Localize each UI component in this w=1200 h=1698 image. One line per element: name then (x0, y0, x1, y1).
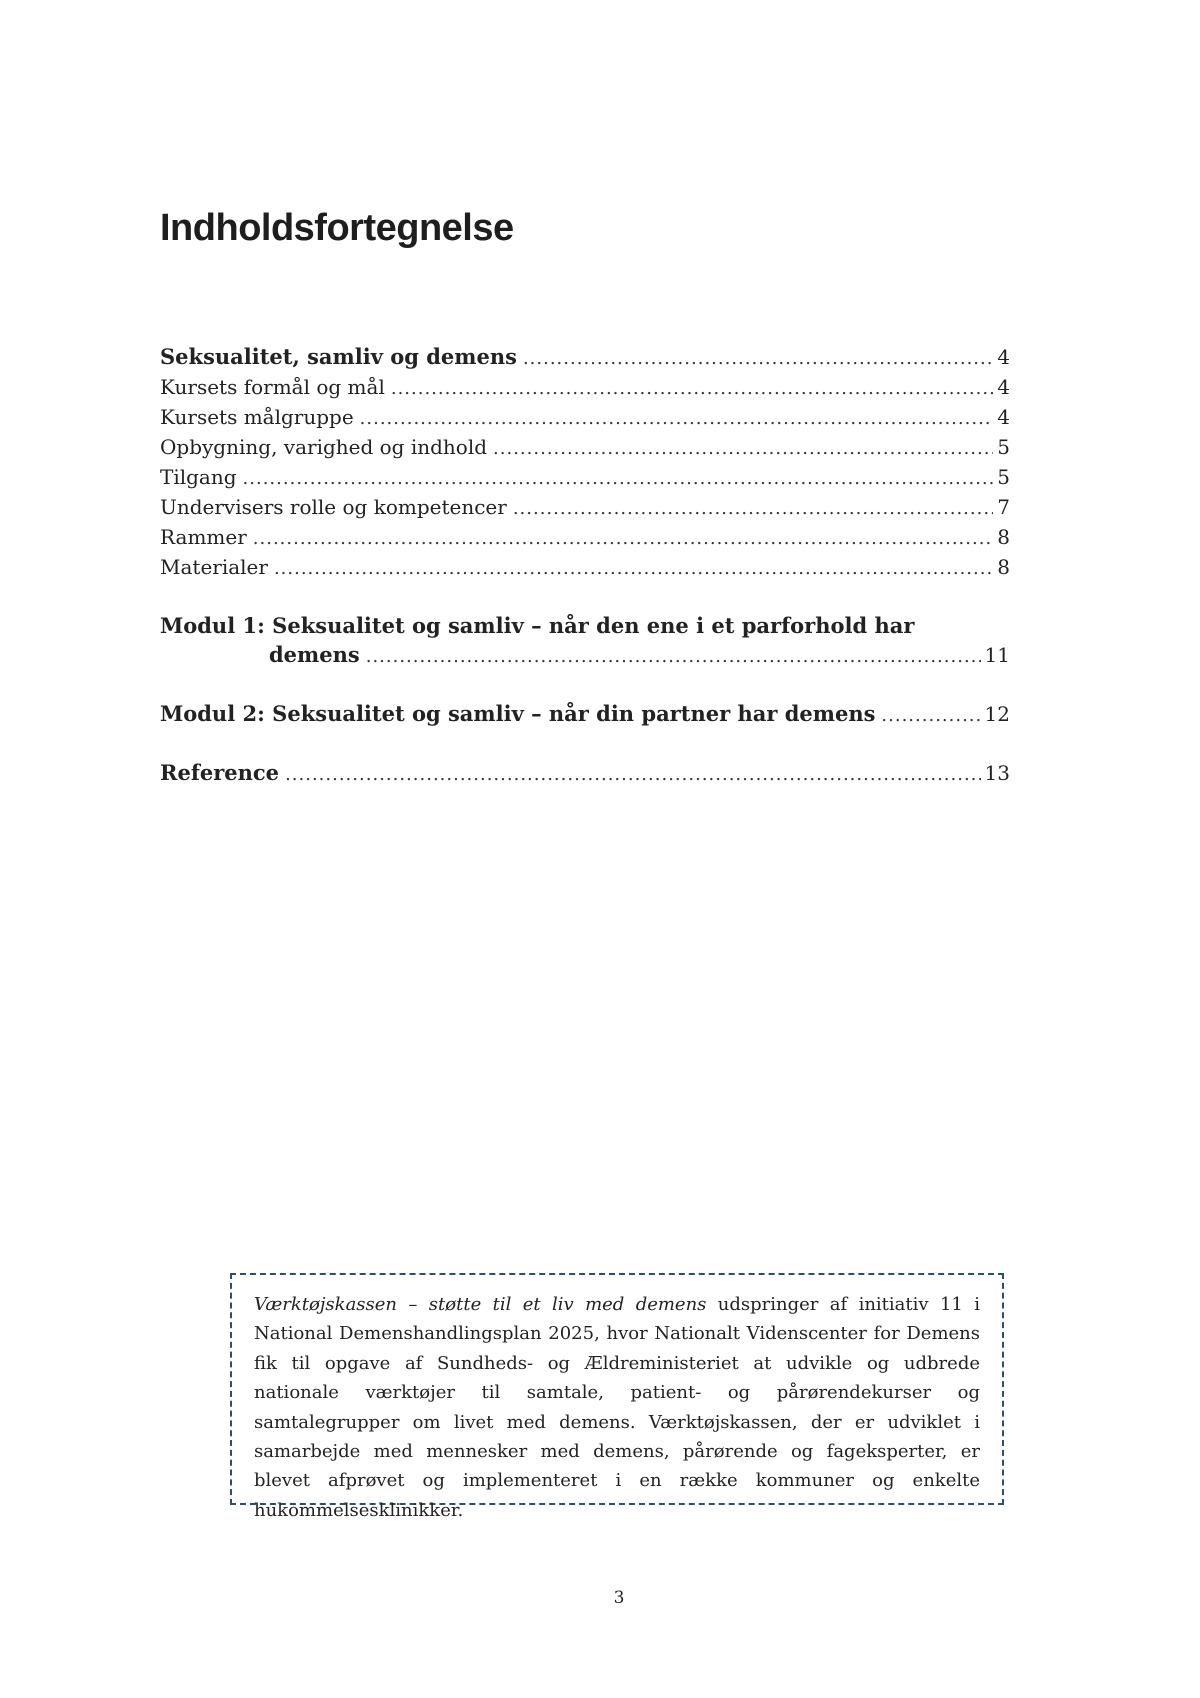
toc-entry-label: Tilgang (160, 465, 237, 489)
toc-entry-label: Materialer (160, 555, 268, 579)
toc-entry-section[interactable] (160, 342, 1010, 373)
toc-page-number: 7 (997, 495, 1010, 519)
toc-entry-label: Kursets målgruppe (160, 405, 354, 429)
toc-page-number: 11 (984, 643, 1010, 667)
toc-entry[interactable] (160, 463, 1010, 493)
toc-entry[interactable] (160, 523, 1010, 553)
toc-page-number: 13 (984, 761, 1010, 785)
toc-entry-modul-1[interactable] (160, 611, 1010, 671)
toc-entry-modul-2[interactable] (160, 699, 1010, 730)
toc-entry[interactable] (160, 553, 1010, 583)
toc-page-number: 4 (997, 375, 1010, 399)
toc-leader-dots (366, 642, 981, 671)
toc-page-number: 8 (997, 525, 1010, 549)
toc-leader-dots (391, 374, 993, 403)
toc-page-number: 5 (997, 435, 1010, 459)
toc-leader-dots (493, 434, 993, 463)
toc-entry-label: Modul 1: Seksualitet og samliv – når den ene i et parforhold har (160, 613, 915, 638)
toc-entry-label: Rammer (160, 525, 247, 549)
toc-page-number: 5 (997, 465, 1010, 489)
toc-entry-label: Opbygning, varighed og indhold (160, 435, 488, 459)
toc-entry[interactable] (160, 403, 1010, 433)
info-box-text (254, 1290, 980, 1525)
page-number: 3 (613, 1588, 625, 1608)
toc-entry[interactable] (160, 433, 1010, 463)
toc-page-number: 8 (997, 555, 1010, 579)
info-box-italic-title: Værktøjskassen – støtte til et liv med demens (254, 1294, 707, 1315)
toc-leader-dots (360, 404, 994, 433)
toc-entry[interactable] (160, 493, 1010, 523)
toc-entry-label: Undervisers rolle og kompetencer (160, 495, 507, 519)
info-box-body: udspringer af initiativ 11 i National Demenshandlingsplan 2025, hvor Nationalt Videnscenter for Demens fik til opgave af Sundheds- og Ældreministeriet at udvikle og udbrede nationale værktøjer til samtale, patient- og pårørendekurser og samtalegrupper om livet med demens. Værktøjskassen, der er udviklet i samarbejde med mennesker med demens, pårørende og fageksperter, er blevet afprøvet og implementeret i en række kommuner og enkelte hukommelsesklinikker. (254, 1294, 980, 1521)
toc-entry-label-continued: demens (269, 642, 360, 667)
toc-leader-dots (274, 554, 993, 583)
toc-entry-label: Reference (160, 760, 280, 785)
toc-entry-label: Kursets formål og mål (160, 375, 385, 399)
toc-leader-dots (523, 344, 993, 373)
toc-entry-reference[interactable] (160, 758, 1010, 789)
toc-entry-label: Modul 2: Seksualitet og samliv – når din partner har demens (160, 701, 876, 726)
toc-page-number: 4 (997, 345, 1010, 369)
toc-page-number: 12 (984, 702, 1010, 726)
toc-leader-dots (253, 524, 993, 553)
toc-leader-dots (881, 701, 980, 730)
page-title: Indholdsfortegnelse (160, 207, 514, 249)
toc-entry-label: Seksualitet, samliv og demens (160, 344, 517, 369)
info-box (230, 1273, 1004, 1521)
toc-leader-dots (513, 494, 993, 523)
toc-entry[interactable] (160, 373, 1010, 403)
toc-page-number: 4 (997, 405, 1010, 429)
toc-leader-dots (243, 464, 994, 493)
table-of-contents (160, 342, 1010, 789)
toc-leader-dots (285, 760, 980, 789)
